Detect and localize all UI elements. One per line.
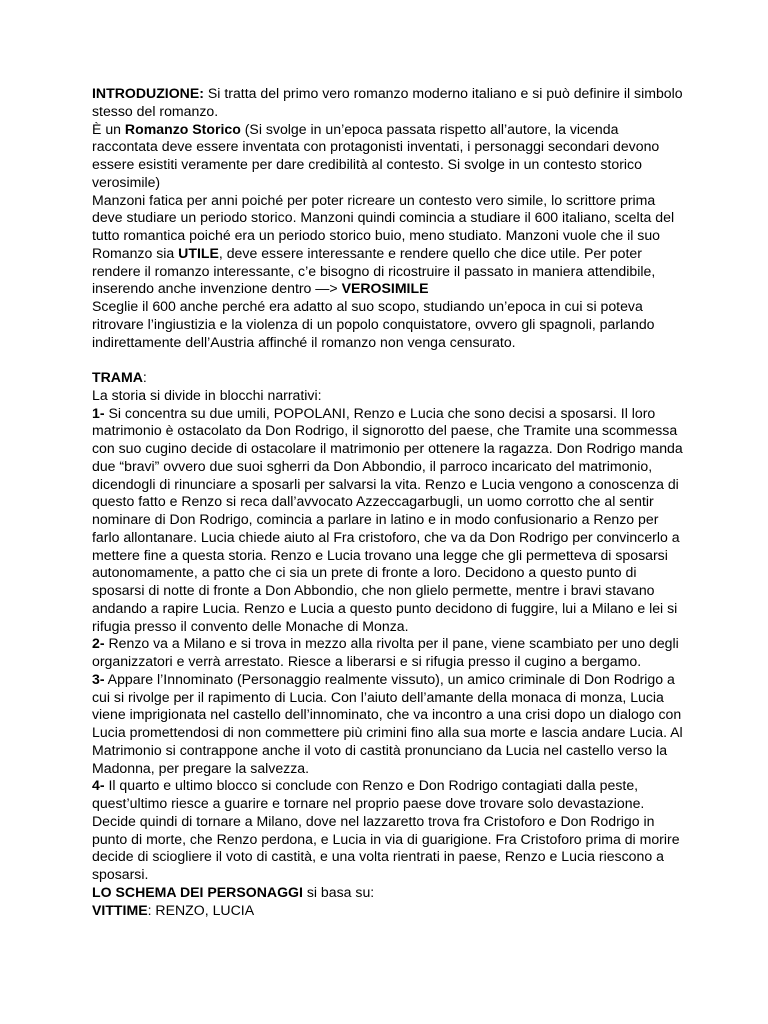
blank-line [92, 351, 688, 369]
intro-heading: INTRODUZIONE: [92, 85, 204, 101]
trama-colon: : [142, 369, 147, 385]
block-1-paragraph [92, 405, 688, 636]
block-2-number: 2- [92, 635, 105, 652]
romanzo-storico-lead: È un [92, 120, 125, 137]
block-3-text: Appare l’Innominato (Personaggio realmente vissuto), un amico criminale di Don Rodrigo a cui si rivolge per il rapimento di Lucia. Con l’aiuto dell’amante della monaca di monza, Lucia viene imprigionata nel castello dell’innominato, che va incontro a una crisi dopo un dialogo con Lucia promettendosi di non commettere più crimini fino alla sua morte e lascia andare Lucia. Al Matrimonio si contrappone anche il voto di castità pronunciano da Lucia nel castello verso la Madonna, per pregare la salvezza. [92, 670, 683, 776]
romanzo-storico-text: (Si svolge in un’epoca passata rispetto all’autore, la vicenda raccontata deve essere inventata con protagonisti inventati, i personaggi secondari devono essere esistiti veramente per dare credibilità al contesto. Si svolge in un contesto storico verosimile) [92, 120, 660, 190]
block-2-paragraph [92, 635, 688, 671]
vittime-text: : RENZO, LUCIA [147, 901, 255, 918]
block-3-paragraph [92, 671, 688, 778]
schema-paragraph [92, 884, 688, 902]
schema-heading: LO SCHEMA DEI PERSONAGGI [92, 883, 303, 900]
romanzo-storico-term: Romanzo Storico [124, 120, 241, 137]
vittime-label: VITTIME [92, 901, 148, 918]
block-2-text: Renzo va a Milano e si trova in mezzo alla rivolta per il pane, viene scambiato per uno degli organizzatori e verrà arrestato. Riesce a liberarsi e si rifugia presso il cugino a bergamo. [92, 635, 679, 669]
manzoni-text-a: Manzoni fatica per anni poiché per poter ricreare un contesto vero simile, lo scrittore prima deve studiare un periodo storico. Manzoni quindi comincia a studiare il 600 italiano, scelta del tutto romantica poiché era un periodo storico buio, meno studiato. Manzoni vuole che il suo Romanzo sia [92, 191, 675, 261]
intro-paragraph [92, 85, 688, 121]
verosimile-term: VEROSIMILE [341, 280, 429, 297]
utile-term: UTILE [178, 244, 219, 261]
vittime-paragraph [92, 902, 688, 920]
block-4-number: 4- [92, 777, 105, 794]
trama-heading: TRAMA [92, 369, 143, 385]
romanzo-storico-paragraph [92, 121, 688, 192]
block-3-number: 3- [92, 670, 105, 687]
block-1-text: Si concentra su due umili, POPOLANI, Renzo e Lucia che sono decisi a sposarsi. Il loro matrimonio è ostacolato da Don Rodrigo, il signorotto del paese, che Tramite una scommessa con suo cugino decide di ostacolare il matrimonio per ottenere la ragazza. Don Rodrigo manda due “bravi” ovvero due suoi sgherri da Don Abbondio, il parroco incaricato del matrimonio, dicendogli di rinunciare a sposarli per salvarsi la vita. Renzo e Lucia vengono a conoscenza di questo fatto e Renzo si reca dall’avvocato Azzeccagarbugli, un uomo corrotto che al sentir nominare di Don Rodrigo, comincia a parlare in latino e in modo confusionario a Renzo per farlo allontanare. Lucia chiede aiuto al Fra cristoforo, che va da Don Rodrigo per convincerlo a mettere fine a questa storia. Renzo e Lucia trovano una legge che gli permetteva di sposarsi autonomamente, a patto che ci sia un prete di fronte a loro. Decidono a questo punto di sposarsi di notte di fronte a Don Abbondio, che non glielo permette, mentre i bravi stavano andando a rapire Lucia. Renzo e Lucia a questo punto decidono di fuggire, lui a Milano e lei si rifugia presso il convento delle Monache di Monza. [92, 404, 683, 634]
intro-text: Si tratta del primo vero romanzo moderno italiano e si può definire il simbolo stesso del romanzo. [92, 85, 683, 119]
trama-intro: La storia si divide in blocchi narrativi: [92, 386, 322, 403]
block-1-number: 1- [92, 404, 105, 421]
manzoni-paragraph [92, 192, 688, 299]
schema-text: si basa su: [302, 883, 375, 900]
trama-heading-line [92, 369, 688, 387]
block-4-text: Il quarto e ultimo blocco si conclude con Renzo e Don Rodrigo contagiati dalla peste, quest’ultimo riesce a guarire e tornare nel proprio paese dove trovare solo devastazione. Decide quindi di tornare a Milano, dove nel lazzaretto trova fra Cristoforo e Don Rodrigo in punto di morte, che Renzo perdona, e Lucia in via di guarigione. Fra Cristoforo prima di morire decide di sciogliere il voto di castità, e una volta rientrati in paese, Renzo e Lucia riescono a sposarsi. [92, 777, 680, 882]
block-4-paragraph [92, 777, 688, 884]
seicento-paragraph: Sceglie il 600 anche perché era adatto al suo scopo, studiando un’epoca in cui si poteva ritrovare l’ingiustizia e la violenza di un popolo conquistatore, ovvero gli spagnoli, parlando indirettamente dell’Austria affinché il romanzo non venga censurato. [92, 298, 655, 350]
manzoni-text-b: , deve essere interessante e rendere quello che dice utile. Per poter rendere il romanzo interessante, c’e bisogno di ricostruire il passato in maniera attendibile, inserendo anche invenzione dentro —> [92, 244, 656, 297]
